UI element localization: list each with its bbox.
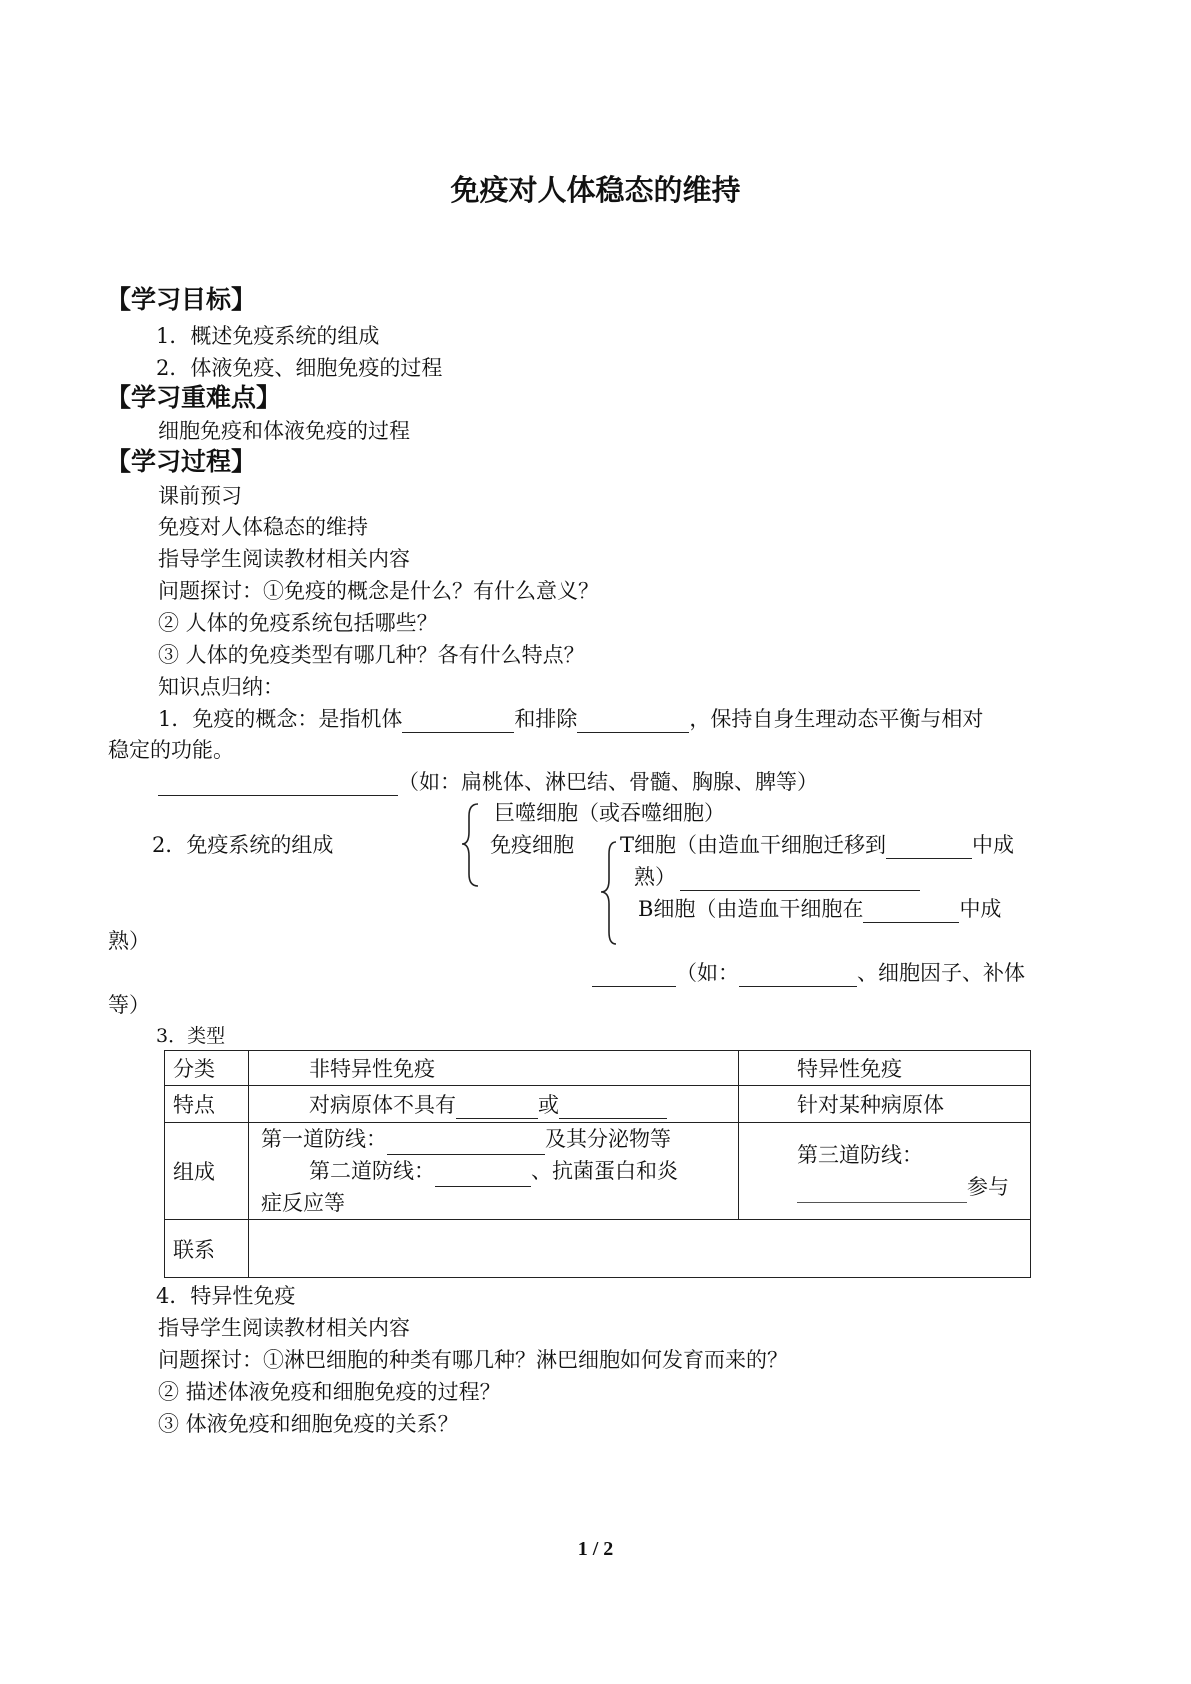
key-points-heading: 【学习重难点】 [106,383,282,412]
immune-cells-label: 免疫细胞 [490,833,574,857]
table-row [165,1123,1031,1220]
objective-1: 1．概述免疫系统的组成 [156,324,380,348]
blank-immune-substance[interactable] [592,964,676,987]
brace-immune-cells-icon [458,800,488,890]
second-line-text-c: 症反应等 [261,1191,345,1215]
objective-2: 2．体液免疫、细胞免疫的过程 [156,356,443,380]
page-title: 免疫对人体稳态的维持 [450,173,741,207]
table-row [165,1220,1031,1278]
b-cell-text-a: B细胞（由造血干细胞在 [638,897,864,921]
row-head-category: 分类 [165,1051,249,1086]
nonspecific-features-b: 或 [538,1093,559,1117]
point-1-text-c: ，保持自身生理动态平衡与相对 [689,707,984,731]
page-number: 1 / 2 [577,1538,614,1560]
blank-immune-organs[interactable] [158,773,398,796]
point-4-question-3: ③ 体液免疫和细胞免疫的关系？ [158,1412,459,1436]
blank-third-line[interactable] [797,1180,967,1203]
specific-features: 针对某种病原体 [739,1086,1031,1123]
blank-exclude[interactable] [577,710,689,733]
blank-recognize[interactable] [402,710,514,733]
macrophage-label: 巨噬细胞（或吞噬细胞） [494,801,725,825]
t-cell-text-a: T细胞（由造血干细胞迁移到 [620,833,887,857]
point-1-text-a: 1．免疫的概念：是指机体 [158,707,403,731]
question-2: ② 人体的免疫系统包括哪些？ [158,611,438,635]
question-1: 问题探讨：①免疫的概念是什么？有什么意义？ [158,579,599,603]
blank-antibody[interactable] [739,964,857,987]
blank-bone-marrow[interactable] [863,900,959,923]
substance-line-2: 等） [108,993,150,1017]
point-1-text-b: 和排除 [514,707,578,731]
brace-lymphocytes-icon [598,840,622,948]
guide-text: 指导学生阅读教材相关内容 [158,547,410,571]
nonspecific-composition [249,1123,739,1220]
blank-thymus[interactable] [886,836,972,859]
nonspecific-features-a: 对病原体不具有 [309,1093,456,1117]
point-4-question-2: ② 描述体液免疫和细胞免疫的过程？ [158,1380,501,1404]
substance-line [592,957,1025,987]
summary-label: 知识点归纳： [158,675,284,699]
table-row [165,1086,1031,1123]
blank-specificity[interactable] [456,1096,538,1119]
immune-types-table [164,1050,1031,1278]
objectives-heading: 【学习目标】 [106,285,257,314]
substance-text-b: 、细胞因子、补体 [857,961,1025,985]
third-line-text-b: 参与 [967,1175,1009,1199]
third-line-text: 第三道防线： [797,1143,923,1167]
t-cell-text-b: 中成 [972,833,1015,857]
point-2-label: 2．免疫系统的组成 [152,833,334,857]
process-heading: 【学习过程】 [106,447,257,476]
organs-line [158,766,818,796]
relation-cell[interactable] [249,1220,1031,1278]
b-cell-text-b: 中成 [959,897,1002,921]
blank-t-cell-extra[interactable] [680,868,920,891]
preview-label: 课前预习 [158,484,242,508]
table-row [165,1051,1031,1086]
nonspecific-features [249,1086,739,1123]
question-3: ③ 人体的免疫类型有哪几种？各有什么特点？ [158,643,585,667]
specific-header: 特异性免疫 [739,1051,1031,1086]
b-cell-line [638,893,1001,923]
first-line-text: 第一道防线： [261,1127,387,1151]
point-1-continued: 稳定的功能。 [108,738,234,762]
b-cell-line-2: 熟） [108,929,150,953]
point-4-label: 4．特异性免疫 [156,1284,296,1308]
t-cell-line-2 [634,861,920,891]
blank-specificity-2[interactable] [559,1096,667,1119]
point-1-line [158,703,983,733]
specific-composition [739,1123,1031,1220]
row-head-composition: 组成 [165,1123,249,1220]
second-line-text: 第二道防线： [309,1159,435,1183]
second-line-text-b: 、抗菌蛋白和炎 [531,1159,678,1183]
nonspecific-header: 非特异性免疫 [249,1051,739,1086]
first-line-text-b: 及其分泌物等 [545,1127,671,1151]
row-head-relation: 联系 [165,1220,249,1278]
row-head-features: 特点 [165,1086,249,1123]
topic-label: 免疫对人体稳态的维持 [158,515,368,539]
organs-example: （如：扁桃体、淋巴结、骨髓、胸腺、脾等） [398,770,818,794]
t-cell-line [620,829,1014,859]
point-4-question-1: 问题探讨：①淋巴细胞的种类有哪几种？淋巴细胞如何发育而来的？ [158,1348,788,1372]
point-4-guide: 指导学生阅读教材相关内容 [158,1316,410,1340]
blank-first-line[interactable] [387,1132,545,1155]
key-points-text: 细胞免疫和体液免疫的过程 [158,419,410,443]
t-cell-text-c: 熟） [634,865,676,889]
substance-text-a: （如： [676,961,739,985]
blank-second-line[interactable] [435,1164,531,1187]
point-3-label: 3．类型 [156,1025,226,1047]
